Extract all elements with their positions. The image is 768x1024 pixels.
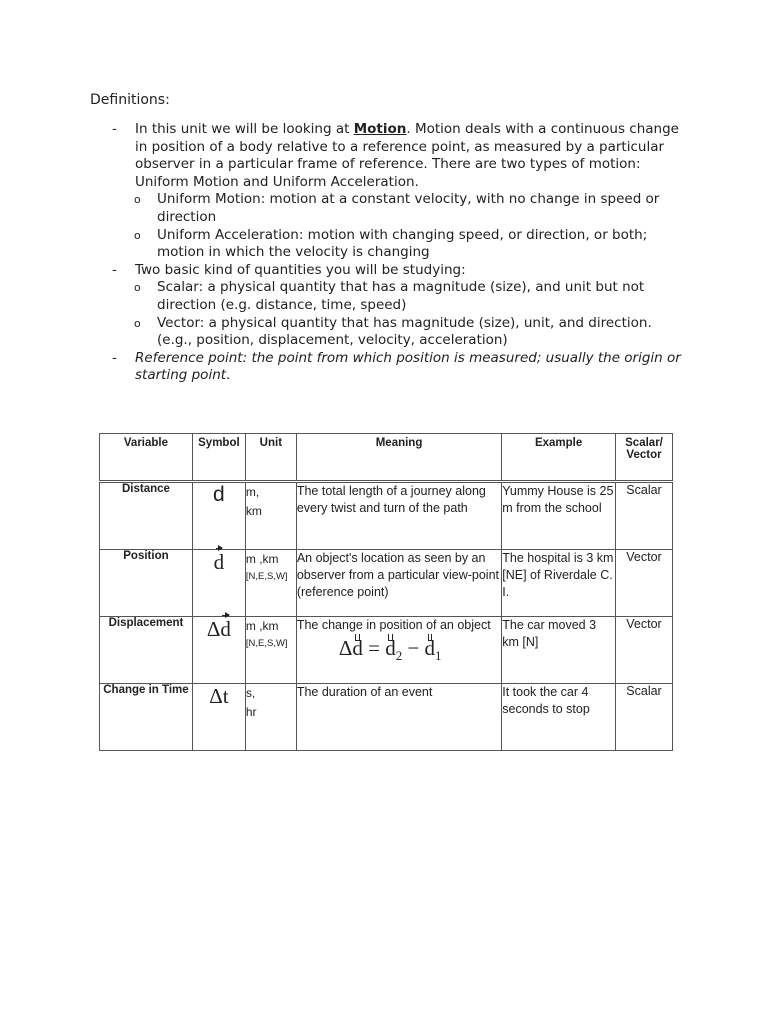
dash-bullet: - <box>112 261 117 278</box>
header-scalar-label: Scalar/ <box>625 437 663 449</box>
formula-d: d <box>352 636 363 660</box>
table-row <box>100 482 673 550</box>
symbol-cell <box>192 482 245 550</box>
motion-keyword: Motion <box>353 121 407 137</box>
motion-text-end: . Motion deals with a continuous change in position of a body relative to a reference point, as measured by a particular observer in a particular frame of reference. There are two types of motion: Uniform Motion and Uniform Acceleration. <box>135 121 679 190</box>
unit-primary: m, <box>245 485 260 499</box>
unit-cell <box>245 617 296 684</box>
type-cell: Vector <box>616 550 673 617</box>
sub-item-uniform-motion <box>112 191 687 226</box>
definitions-heading: Definitions: <box>90 92 170 108</box>
circle-bullet-icon: o <box>134 281 141 295</box>
header-unit: Unit <box>245 434 296 482</box>
variable-cell: Change in Time <box>100 684 193 751</box>
definitions-list <box>112 121 687 385</box>
header-variable: Variable <box>100 434 193 482</box>
quantities-text: Two basic kind of quantities you will be studying: <box>135 261 466 278</box>
unit-directions: [N,E,S,W] <box>245 571 288 582</box>
symbol-cell <box>192 617 245 684</box>
formula-sub2: 2 <box>395 648 403 664</box>
reference-point-end: . <box>226 367 231 384</box>
header-scalar-vector <box>616 434 673 482</box>
list-item-reference-point <box>112 350 687 385</box>
circle-bullet-icon: o <box>134 228 141 242</box>
delta-t-symbol: Δt <box>209 684 229 708</box>
type-cell: Scalar <box>616 684 673 751</box>
scalar-text: Scalar: a physical quantity that has a magnitude (size), and unit but not direction (e.g. distance, time, speed) <box>157 279 645 313</box>
table-row <box>100 684 673 751</box>
uniform-acceleration-text: Uniform Acceleration: motion with changing speed, or direction, or both; motion in which the velocity is changing <box>157 226 648 261</box>
variable-cell: Displacement <box>100 617 193 684</box>
table-row <box>100 550 673 617</box>
unit-cell <box>245 550 296 617</box>
dash-bullet: - <box>112 349 117 366</box>
list-item-motion <box>112 121 687 191</box>
unit-primary: m ,km <box>245 552 279 566</box>
circle-bullet-icon: o <box>134 193 141 207</box>
unit-secondary: km <box>245 504 262 518</box>
sub-item-scalar <box>112 279 687 314</box>
formula-sub1: 1 <box>435 648 442 664</box>
meaning-cell: The total length of a journey along every twist and turn of the path <box>296 482 501 550</box>
variable-cell: Position <box>100 550 193 617</box>
meaning-cell <box>296 617 501 684</box>
unit-primary: s, <box>245 686 256 700</box>
example-cell: The car moved 3 km [N] <box>502 617 616 684</box>
formula-d1: d <box>424 636 436 660</box>
meaning-cell: The duration of an event <box>296 684 501 751</box>
circle-bullet-icon: o <box>134 316 141 330</box>
sub-item-uniform-acceleration <box>112 227 687 262</box>
example-cell: It took the car 4 seconds to stop <box>502 684 616 751</box>
unit-primary: m ,km <box>245 619 279 633</box>
example-cell: Yummy House is 25 m from the school <box>502 482 616 550</box>
unit-directions: [N,E,S,W] <box>245 638 288 649</box>
formula-equals: = <box>362 636 386 660</box>
dash-bullet: - <box>112 121 117 137</box>
vector-text: Vector: a physical quantity that has magnitude (size), unit, and direction. (e.g., position, displacement, velocity, acceleration) <box>157 314 652 349</box>
symbol-cell <box>192 684 245 751</box>
displacement-formula <box>297 636 501 664</box>
formula-minus: − <box>402 636 425 660</box>
type-cell: Vector <box>616 617 673 684</box>
header-example: Example <box>502 434 616 482</box>
table-header-row <box>100 434 673 482</box>
header-vector-label: Vector <box>626 449 662 461</box>
header-meaning: Meaning <box>296 434 501 482</box>
list-item-quantities <box>112 262 687 280</box>
unit-cell <box>245 684 296 751</box>
variables-table <box>99 433 673 751</box>
delta-symbol: Δ <box>206 617 221 641</box>
example-cell: The hospital is 3 km [NE] of Riverdale C. I. <box>502 550 616 617</box>
header-symbol: Symbol <box>192 434 245 482</box>
unit-secondary: hr <box>245 705 257 719</box>
formula-d2: d <box>385 636 396 660</box>
motion-text-start: In this unit we will be looking at <box>135 121 354 137</box>
formula-delta: Δ <box>338 636 353 660</box>
distance-symbol: d <box>213 483 225 506</box>
unit-cell <box>245 482 296 550</box>
sub-item-vector <box>112 315 687 350</box>
type-cell: Scalar <box>616 482 673 550</box>
symbol-cell <box>192 550 245 617</box>
meaning-text: The change in position of an object <box>296 618 491 632</box>
displacement-vector-symbol: d <box>220 617 231 641</box>
table-row <box>100 617 673 684</box>
reference-point-text: Reference point: the point from which position is measured; usually the origin or starting point <box>135 349 681 384</box>
meaning-cell: An object's location as seen by an observer from a particular view-point (reference point) <box>296 550 501 617</box>
variable-cell: Distance <box>100 482 193 550</box>
uniform-motion-text: Uniform Motion: motion at a constant velocity, with no change in speed or direction <box>157 191 660 225</box>
position-vector-symbol: d <box>213 550 225 574</box>
